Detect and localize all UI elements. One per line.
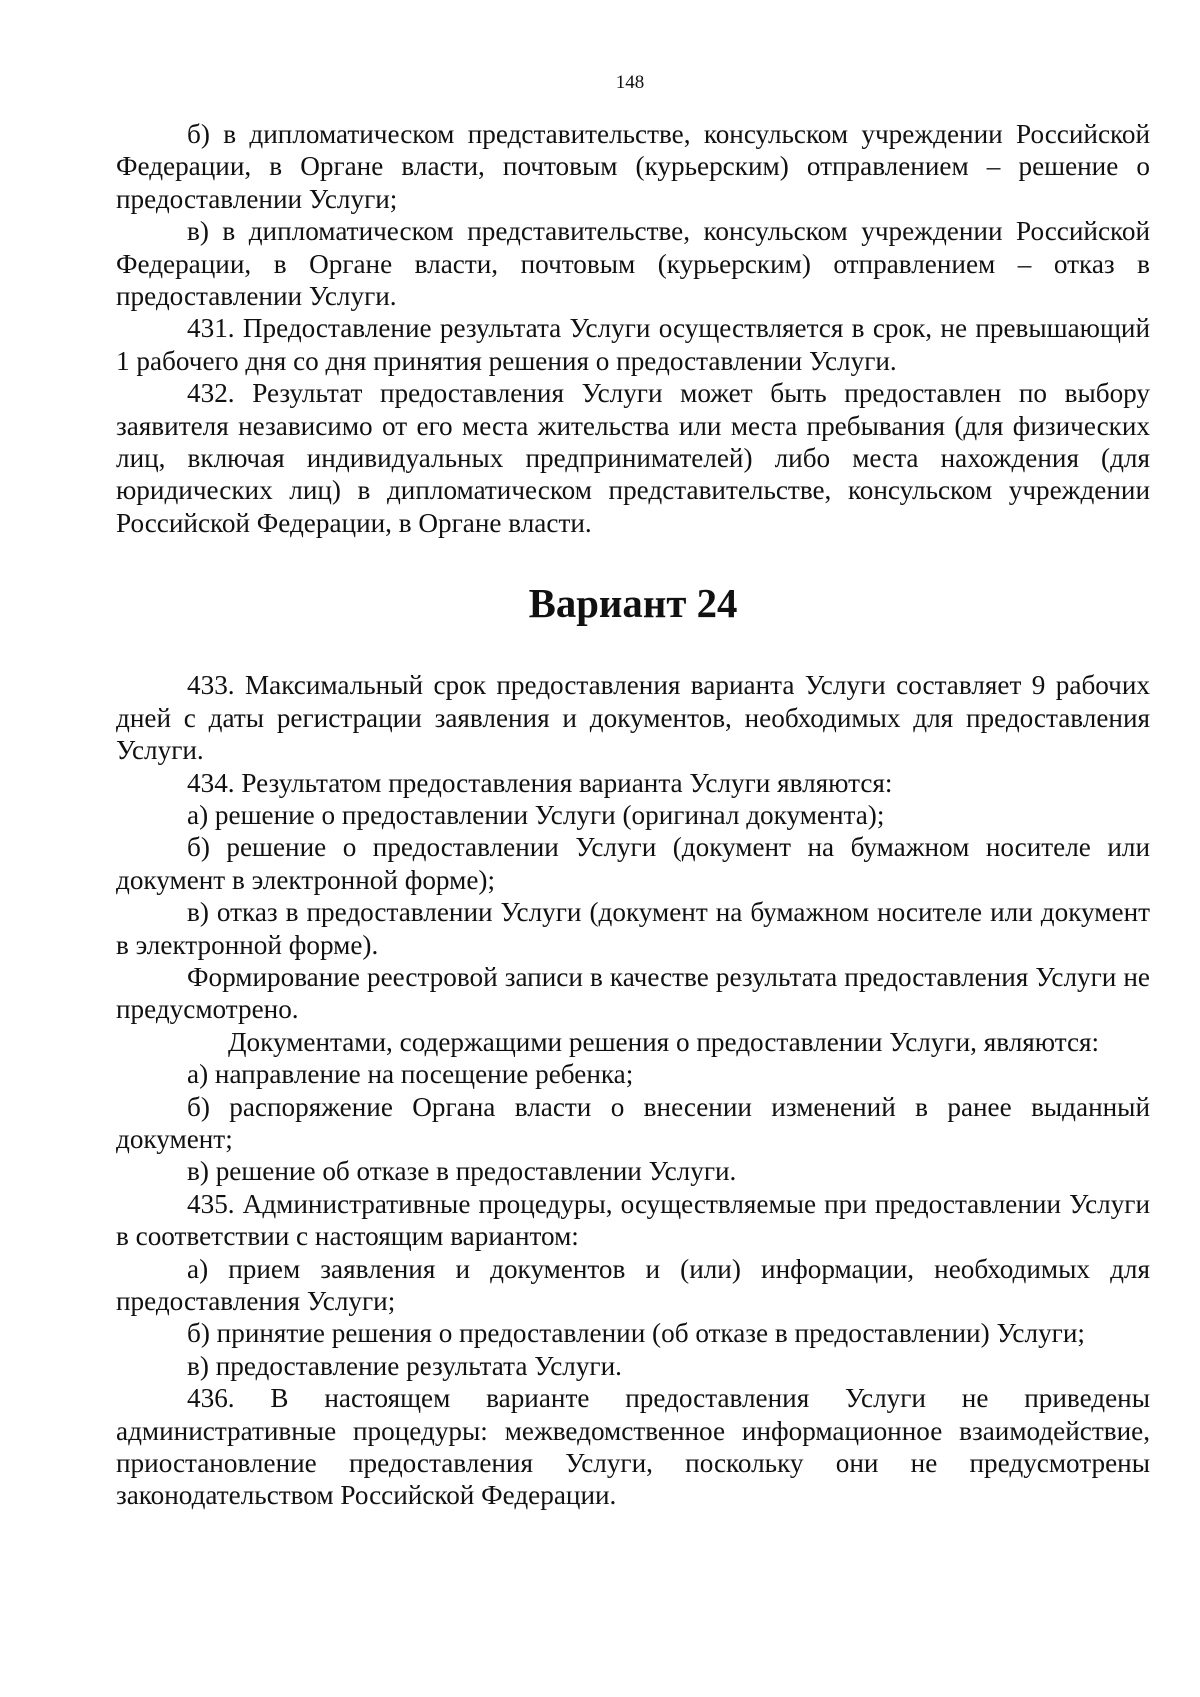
list-item-434-v: в) отказ в предоставлении Услуги (документ на бумажном носителе или документ в электронной форме).: [116, 897, 1150, 960]
paragraph-decision-documents: Документами, содержащими решения о предоставлении Услуги, являются:: [228, 1026, 1100, 1057]
list-item-435-a: а) прием заявления и документов и (или) информации, необходимых для предоставления Услуги;: [116, 1253, 1150, 1316]
paragraph-435: 435. Административные процедуры, осуществляемые при предоставлении Услуги в соответствии с настоящим вариантом:: [116, 1188, 1150, 1252]
list-item-434-b: б) решение о предоставлении Услуги (документ на бумажном носителе или документ в электронной форме);: [116, 832, 1150, 895]
paragraph-registry-record: Формирование реестровой записи в качестве результата предоставления Услуги не предусмотрено.: [116, 961, 1150, 1025]
document-body: [116, 118, 1150, 1512]
list-item-435-b: б) принятие решения о предоставлении (об отказе в предоставлении) Услуги;: [187, 1318, 1085, 1349]
paragraph-b-delivery-decision: б) в дипломатическом представительстве, консульском учреждении Российской Федерации, в Органе власти, почтовым (курьерским) отправлением – решение о предоставлении Услуги;: [116, 119, 1150, 214]
paragraph-434: 434. Результатом предоставления варианта Услуги являются:: [187, 767, 893, 798]
section-heading-variant-24: Вариант 24: [528, 581, 738, 627]
paragraph-431: 431. Предоставление результата Услуги осуществляется в срок, не превышающий 1 рабочего дня со дня принятия решения о предоставлении Услуги.: [116, 313, 1150, 376]
paragraph-436: 436. В настоящем варианте предоставления Услуги не приведены административные процедуры: межведомственное информационное взаимодействие, приостановление предоставления Услуги, поскольку они не предусмотрены законодательством Российской Федерации.: [116, 1383, 1150, 1511]
list-item-docs-b: б) распоряжение Органа власти о внесении изменений в ранее выданный документ;: [116, 1091, 1150, 1154]
list-item-docs-a: а) направление на посещение ребенка;: [187, 1059, 634, 1090]
page-number: 148: [615, 72, 645, 93]
list-item-docs-v: в) решение об отказе в предоставлении Услуги.: [187, 1156, 737, 1187]
paragraph-432: 432. Результат предоставления Услуги может быть предоставлен по выбору заявителя независимо от его места жительства или места пребывания (для физических лиц, включая индивидуальных предпринимателей) либо места нахождения (для юридических лиц) в дипломатическом представительстве, консульском учреждении Российской Федерации, в Органе власти.: [116, 378, 1150, 538]
paragraph-433: 433. Максимальный срок предоставления варианта Услуги составляет 9 рабочих дней с даты регистрации заявления и документов, необходимых для предоставления Услуги.: [116, 670, 1150, 766]
paragraph-v-delivery-refusal: в) в дипломатическом представительстве, консульском учреждении Российской Федерации, в Органе власти, почтовым (курьерским) отправлением – отказ в предоставлении Услуги.: [116, 216, 1150, 312]
list-item-434-a: а) решение о предоставлении Услуги (оригинал документа);: [187, 799, 885, 830]
list-item-435-v: в) предоставление результата Услуги.: [187, 1350, 622, 1381]
